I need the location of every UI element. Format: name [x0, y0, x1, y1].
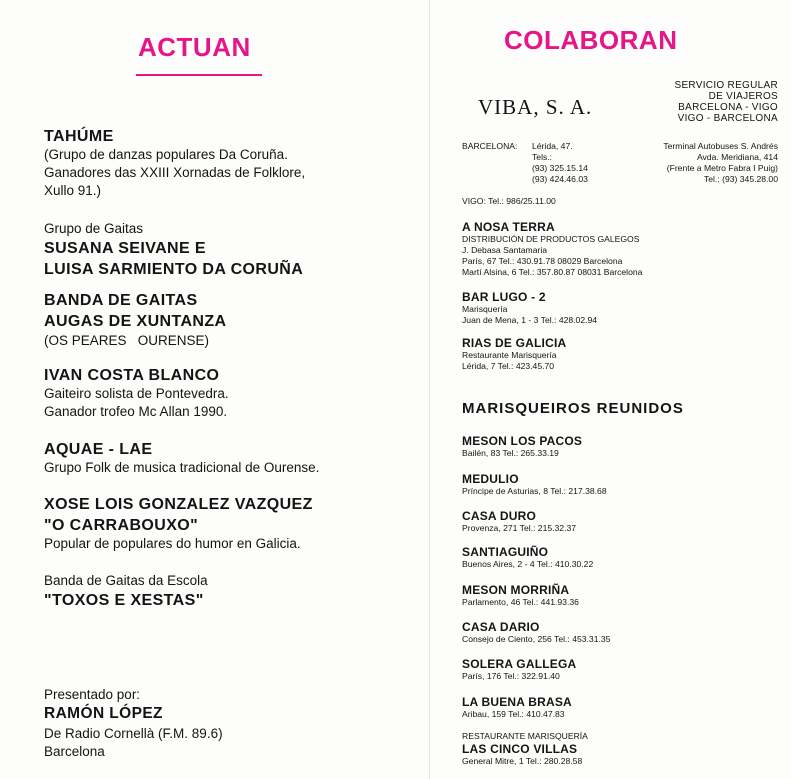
group-toxos-xestas: [44, 572, 208, 610]
business-bar-lugo: [462, 290, 597, 326]
business-line: Martí Alsina, 6 Tel.: 357.80.87 08031 Barcelona: [462, 267, 643, 277]
group-aquae-lae: [44, 440, 319, 477]
business-line: Marisquería: [462, 304, 508, 314]
group-text: (Grupo de danzas populares Da Coruña.: [44, 147, 288, 162]
restaurant-line: Provenza, 271 Tel.: 215.32.37: [462, 523, 577, 533]
viba-terminal: [663, 141, 778, 185]
group-title: AQUAE - LAE: [44, 441, 153, 458]
bcn-line: Lérida, 47.: [532, 141, 573, 151]
business-name: BAR LUGO - 2: [462, 290, 546, 304]
restaurant-line: Parlamento, 46 Tel.: 441.93.36: [462, 597, 579, 607]
group-xose-lois: [44, 495, 313, 553]
business-rias-galicia: [462, 336, 566, 372]
meson-los-pacos: [462, 434, 582, 459]
presenter-line: Barcelona: [44, 744, 105, 759]
group-text: Ganadores das XXIII Xornadas de Folklore,: [44, 165, 306, 180]
group-pre: Grupo de Gaitas: [44, 221, 144, 236]
business-line: París, 67 Tel.: 430.91.78 08029 Barcelona: [462, 256, 623, 266]
group-susana-seivane: [44, 220, 303, 279]
group-tahume: [44, 127, 305, 200]
bcn-line: Tels.:: [532, 152, 553, 162]
group-title: AUGAS DE XUNTANZA: [44, 313, 227, 330]
business-line: Restaurante Marisquería: [462, 350, 557, 360]
las-cinco-villas: [462, 731, 588, 767]
group-title: "TOXOS E XESTAS": [44, 592, 204, 609]
group-pre: Banda de Gaitas da Escola: [44, 573, 208, 588]
la-buena-brasa: [462, 695, 572, 720]
group-text: Popular de populares do humor en Galicia.: [44, 536, 301, 551]
restaurant-name: MEDULIO: [462, 472, 519, 486]
terminal-line: Tel.: (93) 345.28.00: [703, 174, 778, 184]
restaurant-name: CASA DARIO: [462, 620, 540, 634]
group-title: TAHÚME: [44, 128, 114, 145]
presenter-intro: Presentado por:: [44, 687, 141, 702]
restaurant-line: Príncipe de Asturias, 8 Tel.: 217.38.68: [462, 486, 607, 496]
business-line: DISTRIBUCIÓN DE PRODUCTOS GALEGOS: [462, 234, 640, 244]
group-ivan-costa: [44, 366, 229, 421]
presenter-line: De Radio Cornellà (F.M. 89.6): [44, 726, 223, 741]
service-line: DE VIAJEROS: [708, 91, 778, 102]
restaurant-name: MESON MORRIÑA: [462, 583, 570, 597]
group-title: XOSE LOIS GONZALEZ VAZQUEZ: [44, 496, 313, 513]
restaurant-line: General Mitre, 1 Tel.: 280.28.58: [462, 756, 583, 766]
service-line: SERVICIO REGULAR: [674, 80, 778, 91]
group-title: LUISA SARMIENTO DA CORUÑA: [44, 261, 304, 278]
restaurant-name: SOLERA GALLEGA: [462, 657, 577, 671]
business-line: J. Debasa Santamaria: [462, 245, 548, 255]
actuan-underline: [136, 74, 262, 76]
colaboran-heading: COLABORAN: [504, 25, 678, 55]
restaurant-line: Aribau, 159 Tel.: 410.47.83: [462, 709, 565, 719]
santiaguino: [462, 545, 593, 570]
group-text: (OS PEARES OURENSE): [44, 333, 210, 348]
service-line: VIGO - BARCELONA: [677, 113, 778, 124]
restaurant-name: MESON LOS PACOS: [462, 434, 583, 448]
group-text: Xullo 91.): [44, 183, 102, 198]
solera-gallega: [462, 657, 576, 682]
casa-duro: [462, 509, 576, 534]
group-title: SUSANA SEIVANE E: [44, 240, 206, 257]
restaurant-name: LA BUENA BRASA: [462, 695, 572, 709]
group-title: IVAN COSTA BLANCO: [44, 367, 220, 384]
presenter-block: [44, 686, 223, 761]
restaurant-name: SANTIAGUIÑO: [462, 545, 549, 559]
meson-morrina: [462, 583, 579, 608]
restaurant-line: Consejo de Ciento, 256 Tel.: 453.31.35: [462, 634, 611, 644]
viba-bcn-address: [532, 141, 588, 185]
viba-vigo: VIGO: Tel.: 986/25.11.00: [462, 196, 556, 206]
restaurant-line: Bailén, 83 Tel.: 265.33.19: [462, 448, 559, 458]
business-line: Juan de Mena, 1 - 3 Tel.: 428.02.94: [462, 315, 598, 325]
terminal-line: Terminal Autobuses S. Andrés: [663, 141, 778, 151]
bcn-line: (93) 424.46.03: [532, 174, 588, 184]
center-fold: [429, 0, 430, 779]
casa-dario: [462, 620, 610, 645]
business-line: Lérida, 7 Tel.: 423.45.70: [462, 361, 555, 371]
medulio: [462, 472, 607, 497]
business-name: RIAS DE GALICIA: [462, 336, 567, 350]
group-title: BANDA DE GAITAS: [44, 292, 198, 309]
restaurant-line: París, 176 Tel.: 322.91.40: [462, 671, 560, 681]
marisqueiros-heading: MARISQUEIROS REUNIDOS: [462, 400, 684, 417]
restaurant-name: CASA DURO: [462, 509, 537, 523]
viba-bcn-label: BARCELONA:: [462, 141, 518, 151]
business-a-nosa-terra: [462, 220, 642, 278]
restaurant-line: Buenos Aires, 2 - 4 Tel.: 410.30.22: [462, 559, 594, 569]
group-text: Gaiteiro solista de Pontevedra.: [44, 386, 229, 401]
terminal-line: (Frente a Metro Fabra I Puig): [666, 163, 778, 173]
restaurant-name: LAS CINCO VILLAS: [462, 742, 578, 756]
actuan-heading: ACTUAN: [138, 32, 251, 62]
viba-service: [674, 80, 778, 124]
group-banda-augas: [44, 291, 227, 350]
restaurant-pre: RESTAURANTE MARISQUERÍA: [462, 731, 588, 741]
group-text: Grupo Folk de musica tradicional de Ourense.: [44, 460, 320, 475]
group-text: Ganador trofeo Mc Allan 1990.: [44, 404, 228, 419]
bcn-line: (93) 325.15.14: [532, 163, 588, 173]
group-title: "O CARRABOUXO": [44, 517, 199, 534]
terminal-line: Avda. Meridiana, 414: [696, 152, 778, 162]
viba-name: VIBA, S. A.: [478, 95, 593, 119]
presenter-name: RAMÓN LÓPEZ: [44, 705, 163, 722]
service-line: BARCELONA - VIGO: [678, 102, 778, 113]
business-name: A NOSA TERRA: [462, 220, 555, 234]
